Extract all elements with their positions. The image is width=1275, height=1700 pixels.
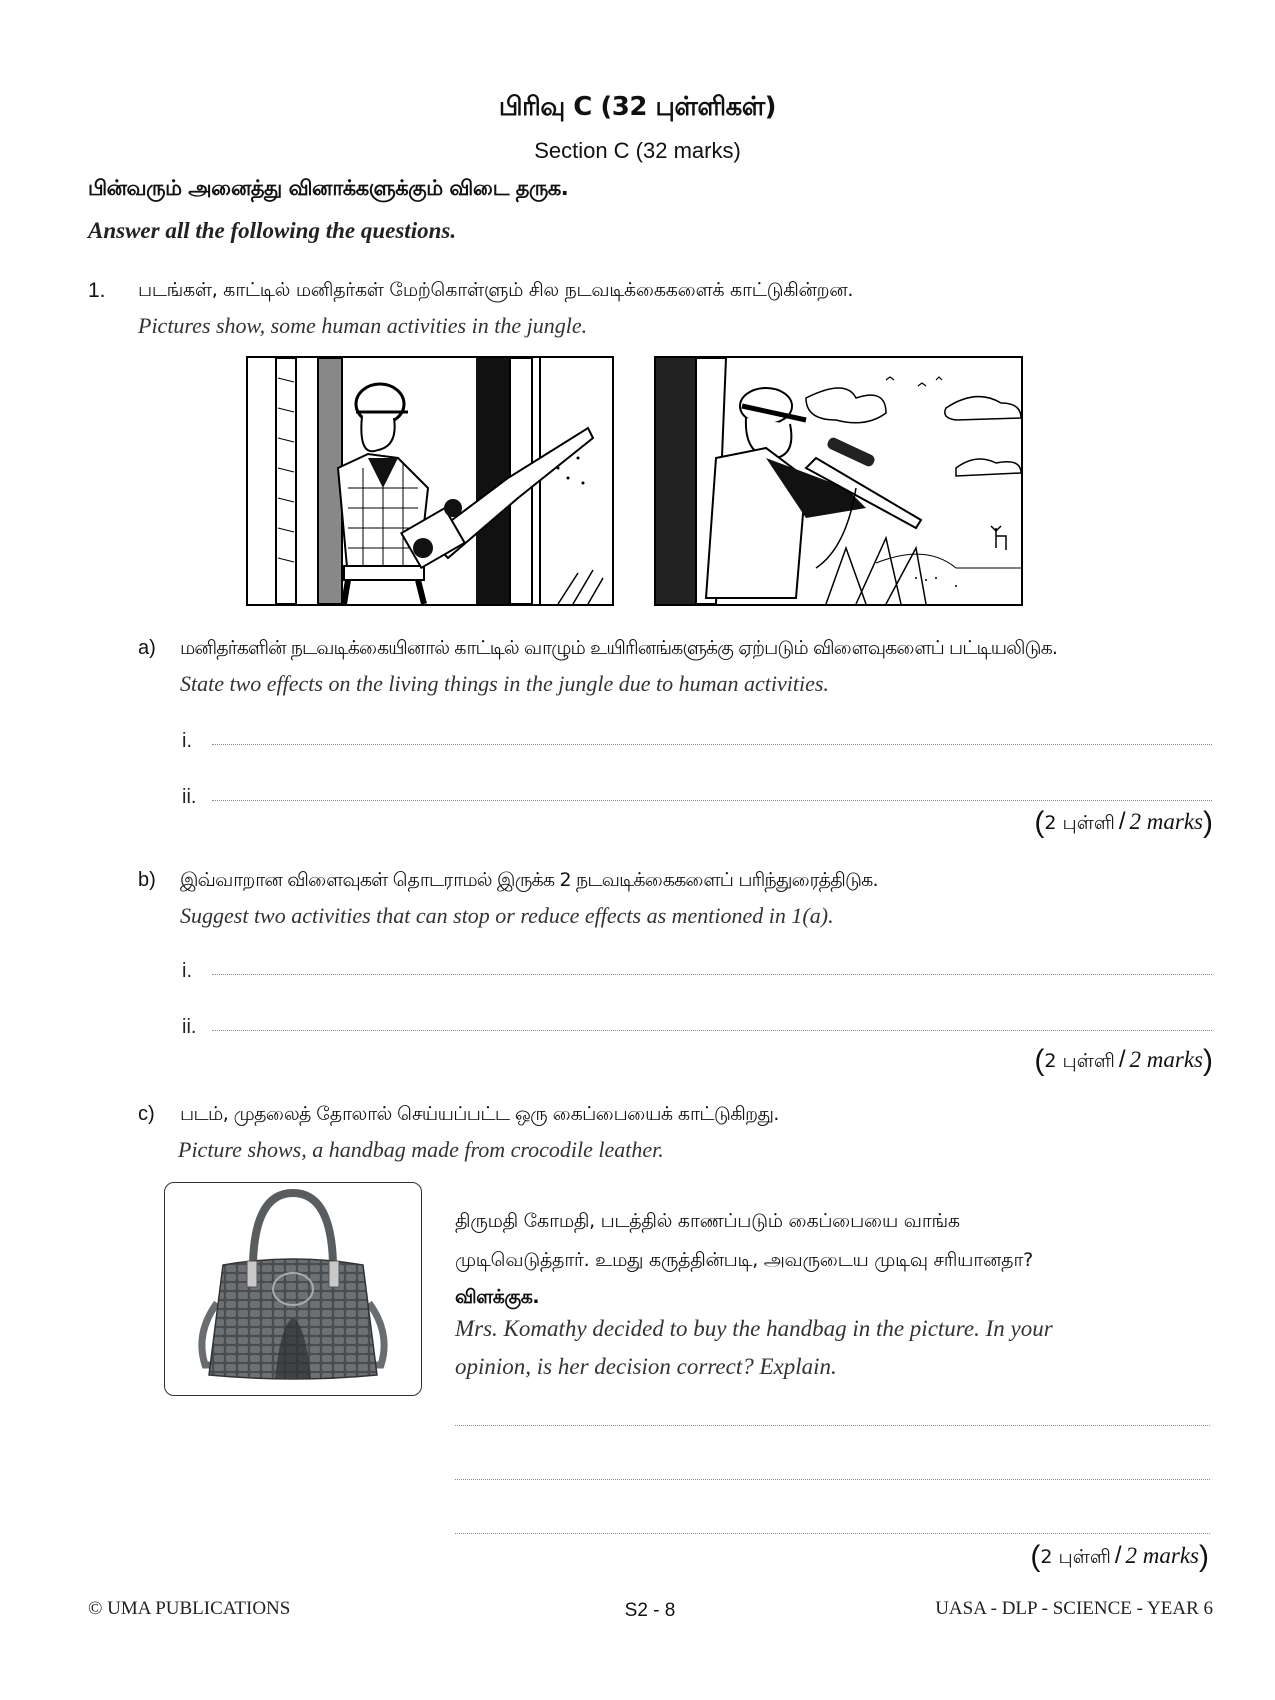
part-b-english: Suggest two activities that can stop or reduce effects as mentioned in 1(a).	[180, 903, 834, 928]
part-c-label: c)	[138, 1103, 155, 1125]
answer-line-a-ii[interactable]	[212, 800, 1212, 801]
part-a-english: State two effects on the living things in the jungle due to human activities.	[180, 671, 829, 696]
part-b-tamil: இவ்வாறான விளைவுகள் தொடராமல் இருக்க 2 நடவடிக்கைகளைப் பரிந்துரைத்திடுக.	[180, 869, 878, 891]
part-c-prompt-english-line: Mrs. Komathy decided to buy the handbag in the picture. In your	[455, 1316, 1053, 1341]
marks-allocation: (2 புள்ளி / 2 marks)	[1034, 1044, 1213, 1077]
section-title-english: Section C (32 marks)	[534, 138, 741, 163]
question1-english: Pictures show, some human activities in the jungle.	[138, 313, 588, 338]
part-c-tamil: படம், முதலைத் தோலால் செய்யப்பட்ட ஒரு கைப்பையைக் காட்டுகிறது.	[180, 1103, 779, 1125]
part-c-prompt-english-line: opinion, is her decision correct? Explain.	[455, 1354, 837, 1379]
crocodile-leather-handbag-photo	[164, 1182, 422, 1396]
logger-chainsaw-icon	[248, 358, 612, 604]
part-b-label: b)	[138, 869, 156, 891]
answer-label: ii.	[182, 1016, 197, 1038]
part-c-prompt-tamil-line: திருமதி கோமதி, படத்தில் காணப்படும் கைப்பையை வாங்க	[455, 1210, 960, 1232]
answer-label: i.	[182, 730, 192, 752]
answer-line-b-i[interactable]	[212, 974, 1212, 975]
question-number: 1.	[88, 279, 106, 302]
section-title-tamil: பிரிவு C (32 புள்ளிகள்)	[498, 92, 777, 122]
marks-allocation: (2 புள்ளி / 2 marks)	[1034, 806, 1213, 839]
answer-line-a-i[interactable]	[212, 744, 1212, 745]
page-number: S2 - 8	[624, 1600, 676, 1621]
answer-label: ii.	[182, 786, 197, 808]
handbag-icon	[165, 1183, 421, 1395]
part-c-prompt-tamil-line: முடிவெடுத்தார். உமது கருத்தின்படி, அவருடைய முடிவு சரியானதா?	[455, 1249, 1033, 1271]
hunter-rifle-icon	[656, 358, 1021, 604]
logger-chainsaw-illustration	[246, 356, 614, 606]
part-a-tamil: மனிதர்களின் நடவடிக்கையினால் காட்டில் வாழும் உயிரினங்களுக்கு ஏற்படும் விளைவுகளைப் பட்டியலிடுக.	[180, 637, 1058, 659]
part-c-english: Picture shows, a handbag made from crocodile leather.	[178, 1137, 664, 1162]
part-a-label: a)	[138, 637, 156, 659]
answer-line-c-1[interactable]	[455, 1425, 1210, 1426]
instruction-english: Answer all the following the questions.	[88, 218, 457, 243]
instruction-tamil: பின்வரும் அனைத்து வினாக்களுக்கும் விடை தருக.	[88, 176, 569, 200]
part-c-prompt-tamil-line: விளக்குக.	[455, 1286, 540, 1308]
answer-line-b-ii[interactable]	[212, 1030, 1212, 1031]
answer-line-c-2[interactable]	[455, 1479, 1210, 1480]
answer-label: i.	[182, 960, 192, 982]
hunter-rifle-illustration	[654, 356, 1023, 606]
marks-allocation: (2 புள்ளி / 2 marks)	[1030, 1540, 1209, 1573]
footer-publisher: © UMA PUBLICATIONS	[88, 1598, 291, 1619]
question1-tamil: படங்கள், காட்டில் மனிதர்கள் மேற்கொள்ளும் சில நடவடிக்கைகளைக் காட்டுகின்றன.	[138, 279, 854, 301]
footer-exam-title: UASA - DLP - SCIENCE - YEAR 6	[935, 1598, 1213, 1619]
answer-line-c-3[interactable]	[455, 1533, 1210, 1534]
